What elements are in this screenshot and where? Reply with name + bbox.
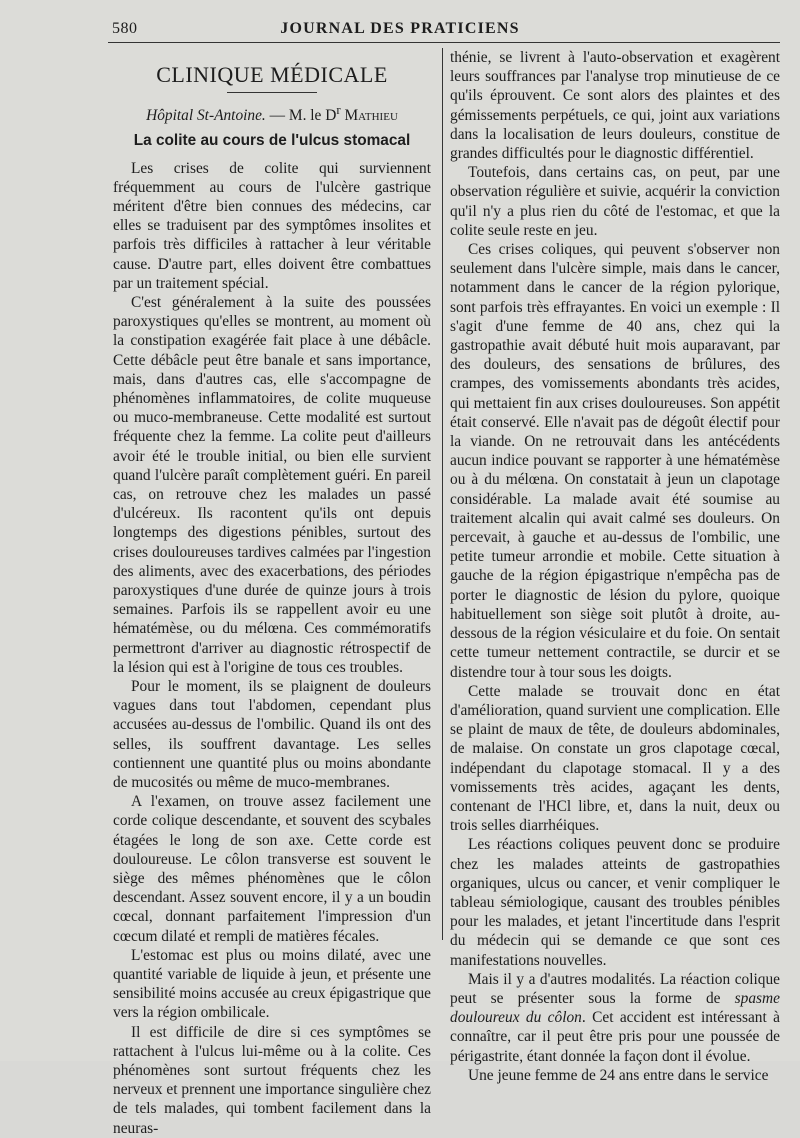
page-header: [0, 18, 800, 42]
emphasis-term: spasme douloureux du côlon: [450, 989, 780, 1027]
paragraph: Les réactions coliques peuvent donc se produire chez les malades atteints de gastropathies organiques, ulcus ou cancer, et venir compliquer le tableau sémiologique, causant des troubles pénibles pour les malades, et jetant l'incertitude dans l'esprit du médecin qui se demande ce que sont ces manifestations nouvelles.: [450, 836, 780, 969]
paragraph-text: Mais il y a d'autres modalités. La réaction colique peut se présenter sous la forme de: [450, 970, 780, 1007]
paragraph-continued: thénie, se livrent à l'auto-observation et exagèrent leurs souffrances par l'analyse trop minutieuse de ce qu'ils éprouvent. Ce sont alors des plaintes et des gémissements perpétuels, ce qui, joint aux variations dans la localisation de leurs douleurs, constitue de grandes difficultés pour le diagnostic différentiel.: [450, 49, 780, 163]
paragraph: Cette malade se trouvait donc en état d'amélioration, quand survient une complication. Elle se plaint de maux de tête, de douleurs abdominales, de malaise. On constate un gros clapotage cœcal, indépendant du clapotage stomacal. Il y a des vomissements très acides, agaçant les dents, contenant de l'HCl libre, et, dans la nuit, deux ou trois selles diarrhéiques.: [450, 682, 780, 835]
paragraph: Ces crises coliques, qui peuvent s'observer non seulement dans l'ulcère simple, mais dans le cancer, notamment dans le cancer de la région pylorique, sont parfois très effrayantes. En voici un exemple : Il s'agit d'une femme de 40 ans, chez qui la gastropathie avait débuté huit mois auparavant, par des douleurs, des sensations de brûlures, des crampes, des vomissements abondants très acides, qui mettaient fin aux crises douloureuses. Son appétit était conservé. Elle n'avait pas de dégoût électif pour la viande. On ne retrouvait dans les antécédents aucun indice pouvant se rapporter à une hématémèse ou à du mélœna. On constatait à jeun un clapotage considérable. La malade avait été soumise au traitement alcalin qui avait calmé ses douleurs. On percevait, à gauche et au-dessus de l'ombilic, une petite tumeur arrondie et mobile. Cette situation à gauche de la région épigastrique n'empêcha pas de porter le diagnostic de lésion du pylore, quoique habituellement son siège soit plutôt à droite, au-dessous de la région vésiculaire et du foie. On sentait cette tumeur nettement contractile, se durcir et se distendre tour à tour sous les doigts.: [450, 241, 780, 681]
section-title: CLINIQUE MÉDICALE: [156, 62, 388, 87]
paragraph-text: . Cet accident est intéressant à connaître, car il peut être pris pour une poussée de périgastrite, étant donnée la façon dont il évolue.: [450, 1009, 780, 1065]
page-number: 580: [112, 20, 138, 37]
byline-title-sup: r: [336, 103, 341, 117]
byline-author: Mathieu: [344, 107, 398, 125]
article-title: La colite au cours de l'ulcus stomacal: [133, 132, 411, 150]
byline: [113, 101, 431, 125]
journal-title: JOURNAL DES PRATICIENS: [280, 20, 520, 37]
header-rule: [108, 42, 780, 43]
paragraph: C'est généralement à la suite des poussées paroxystiques qu'elles se montrent, au moment où la constipation exagérée fait place à une débâcle. Cette débâcle peut être banale et sans importance, mais, dans d'autres cas, elle s'accompagne de phénomènes inflammatoires, de colite muqueuse ou muco-membraneuse. Cette modalité est surtout fréquente chez la femme. La colite peut d'ailleurs avoir été le trouble initial, ou bien elle survient quand l'ulcère paraît complètement guéri. En pareil cas, on retrouve chez les malades un passé d'ulcéreux. Ils racontent qu'ils ont depuis longtemps des digestions pénibles, surtout des crises douloureuses tardives calmées par l'ingestion des aliments, avec des exacerbations, des périodes paroxystiques d'une durée de quinze jours à trois semaines. Parfois ils se rappellent avoir eu une hématémèse, ou du mélœna. Ces commémoratifs permettront d'arriver au diagnostic rétrospectif de la lésion qui est à l'origine de tous ces troubles.: [113, 293, 431, 676]
title-rule: [227, 92, 317, 93]
paragraph: Une jeune femme de 24 ans entre dans le service: [468, 1066, 769, 1084]
byline-hospital: Hôpital St-Antoine.: [146, 107, 266, 125]
paragraph: Il est difficile de dire si ces symptômes se rattachent à l'ulcus lui-même ou à la colite. Ces phénomènes sont surtout fréquents chez les nerveux et prennent une importance singulière chez de tels malades, qui tombent facilement dans la neuras-: [113, 1023, 431, 1137]
paragraph: Les crises de colite qui surviennent fréquemment au cours de l'ulcère gastrique méritent d'être bien connues des médecins, car elles se traduisent par des symptômes insolites et parfois très difficiles à rattacher à leur véritable cause. D'autre part, elles doivent être combattues par un traitement spécial.: [113, 159, 431, 292]
paragraph: L'estomac est plus ou moins dilaté, avec une quantité variable de liquide à jeun, et présente une sensibilité moins accusée au creux épigastrique que vers la région ombilicale.: [113, 946, 431, 1022]
paragraph: Pour le moment, ils se plaignent de douleurs vagues dans tout l'abdomen, cependant plus accusées au-dessus de l'ombilic. Quand ils ont des selles, ils souffrent davantage. Les selles contiennent une quantité plus ou moins abondante de mucosités ou même de muco-membranes.: [113, 678, 431, 792]
left-column: [113, 48, 431, 1138]
paragraph: Toutefois, dans certains cas, on peut, par une observation régulière et suivie, acquérir la conviction qu'il n'y a plus rien du côté de l'estomac, et que la colite seule reste en jeu.: [450, 164, 780, 239]
byline-separator: — M. le D: [265, 107, 337, 125]
right-column: [450, 48, 780, 1085]
paragraph: A l'examen, on trouve assez facilement une corde colique descendante, et souvent des scybales étagées le long de son axe. Cette corde est douloureuse. Le côlon transverse est souvent le siège des mêmes phénomènes que le côlon descendant. Assez souvent encore, il y a un boudin cœcal, donnant parfaitement l'impression d'un cœcum dilaté et rempli de matières fécales.: [113, 793, 431, 945]
paragraph: [450, 970, 780, 1066]
column-divider: [442, 48, 443, 940]
